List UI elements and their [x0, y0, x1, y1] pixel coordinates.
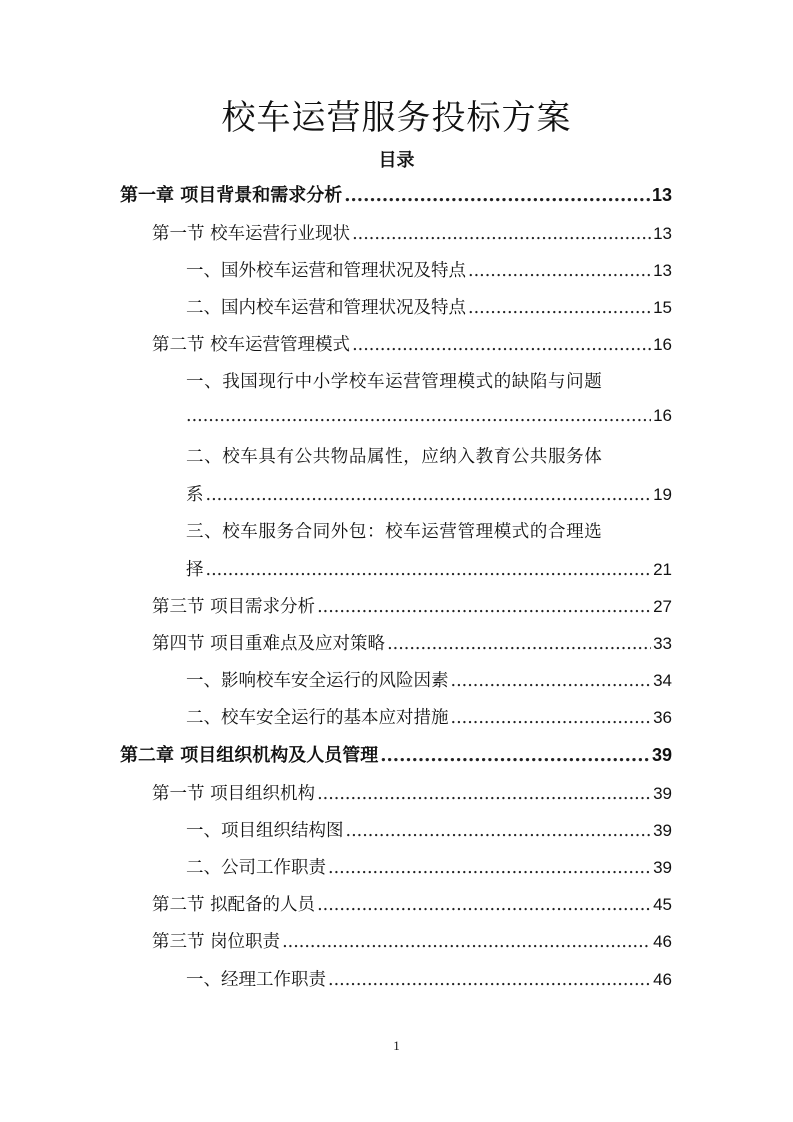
- toc-entry-label: 一、国外校车运营和管理状况及特点: [186, 261, 466, 281]
- toc-page-number: 45: [653, 895, 672, 914]
- toc-leader: [317, 784, 651, 804]
- toc-entry-section[interactable]: [152, 780, 672, 805]
- toc-entry-subsection[interactable]: [186, 854, 672, 879]
- toc-leader: [451, 708, 652, 728]
- toc-leader: [206, 485, 652, 505]
- toc-entry-section[interactable]: [152, 891, 672, 916]
- toc-entry-chapter[interactable]: [120, 181, 672, 207]
- toc-entry-label: 第三节 岗位职责: [152, 932, 281, 952]
- toc-entry-label: 第一章 项目背景和需求分析: [120, 185, 343, 206]
- toc-page-number: 39: [653, 784, 672, 803]
- toc-entry-section[interactable]: [152, 331, 672, 356]
- toc-entry-label: 第二节 校车运营管理模式: [152, 335, 351, 355]
- toc-entry-subsection[interactable]: [186, 704, 672, 729]
- toc-page-number: 13: [651, 185, 672, 205]
- toc-page-number: 16: [653, 335, 672, 354]
- toc-entry-subsection[interactable]: [186, 257, 672, 282]
- document-title: 校车运营服务投标方案: [221, 98, 572, 138]
- toc-entry-subsection[interactable]: [186, 556, 672, 581]
- toc-entry-label: 第三节 项目需求分析: [152, 597, 316, 617]
- toc-leader: [352, 335, 651, 355]
- toc-leader: [206, 560, 652, 580]
- toc-entry-label: 系: [186, 485, 204, 505]
- toc-entry-label: 一、影响校车安全运行的风险因素: [186, 671, 449, 691]
- toc-leader: [317, 895, 651, 915]
- toc-page-number: 36: [653, 708, 672, 727]
- toc-leader: [344, 185, 650, 206]
- toc-page-number: 39: [653, 821, 672, 840]
- toc-entry-label: 二、校车安全运行的基本应对措施: [186, 708, 449, 728]
- toc-page-number: 33: [653, 634, 672, 653]
- page-number: 1: [393, 1038, 400, 1053]
- toc-entry-label: 第二章 项目组织机构及人员管理: [120, 745, 379, 766]
- toc-page-number: 19: [653, 485, 672, 504]
- toc-entry-subsection[interactable]: [186, 667, 672, 692]
- toc-entry-label: 一、经理工作职责: [186, 970, 326, 990]
- toc-leader: [451, 671, 652, 691]
- toc-entry-section[interactable]: [152, 220, 672, 245]
- toc-entry-section[interactable]: [152, 593, 672, 618]
- toc-entry-label: 第一节 项目组织机构: [152, 784, 316, 804]
- toc-page-number: 46: [653, 932, 672, 951]
- toc-page-number: 39: [653, 858, 672, 877]
- toc-page-number: 15: [653, 298, 672, 317]
- toc-entry-label: 一、项目组织结构图: [186, 821, 344, 841]
- toc-leader: [387, 634, 651, 654]
- toc-leader: [317, 597, 651, 617]
- toc-entry-subsection[interactable]: [186, 406, 672, 426]
- toc-leader: [186, 406, 651, 426]
- toc-entry-subsection[interactable]: [186, 481, 672, 506]
- toc-entry-label: 二、国内校车运营和管理状况及特点: [186, 298, 466, 318]
- toc-entry-label: 第四节 项目重难点及应对策略: [152, 634, 386, 654]
- toc-leader: [328, 970, 651, 990]
- toc-entry-chapter[interactable]: [120, 741, 672, 767]
- toc-page-number: 21: [653, 560, 672, 579]
- toc-page-number: 16: [653, 406, 672, 425]
- toc-page-number: 13: [653, 224, 672, 243]
- toc-entry-subsection[interactable]: [186, 294, 672, 319]
- toc-entry-label-line1[interactable]: 三、校车服务合同外包：校车运营管理模式的合理选: [186, 522, 603, 542]
- toc-leader: [282, 932, 651, 952]
- toc-entry-label-line1[interactable]: 一、我国现行中小学校车运营管理模式的缺陷与问题: [186, 372, 603, 392]
- toc-heading: 目录: [378, 150, 415, 171]
- toc-leader: [346, 821, 652, 841]
- toc-entry-label: 二、公司工作职责: [186, 858, 326, 878]
- toc-entry-section[interactable]: [152, 630, 672, 655]
- toc-leader: [328, 858, 651, 878]
- toc-page-number: 34: [653, 671, 672, 690]
- toc-leader: [468, 261, 651, 281]
- toc-leader: [468, 298, 651, 318]
- toc-page-number: 39: [651, 745, 672, 765]
- toc-entry-section[interactable]: [152, 928, 672, 953]
- toc-page-number: 46: [653, 970, 672, 989]
- toc-entry-subsection[interactable]: [186, 966, 672, 991]
- toc-page-number: 27: [653, 597, 672, 616]
- toc-entry-label-line1[interactable]: 二、校车具有公共物品属性，应纳入教育公共服务体: [186, 447, 603, 467]
- toc-entry-subsection[interactable]: [186, 817, 672, 842]
- toc-leader: [352, 224, 651, 244]
- toc-entry-label: 第二节 拟配备的人员: [152, 895, 316, 915]
- toc-leader: [380, 745, 650, 766]
- toc-entry-label: 第一节 校车运营行业现状: [152, 224, 351, 244]
- toc-entry-label: 择: [186, 560, 204, 580]
- toc-page-number: 13: [653, 261, 672, 280]
